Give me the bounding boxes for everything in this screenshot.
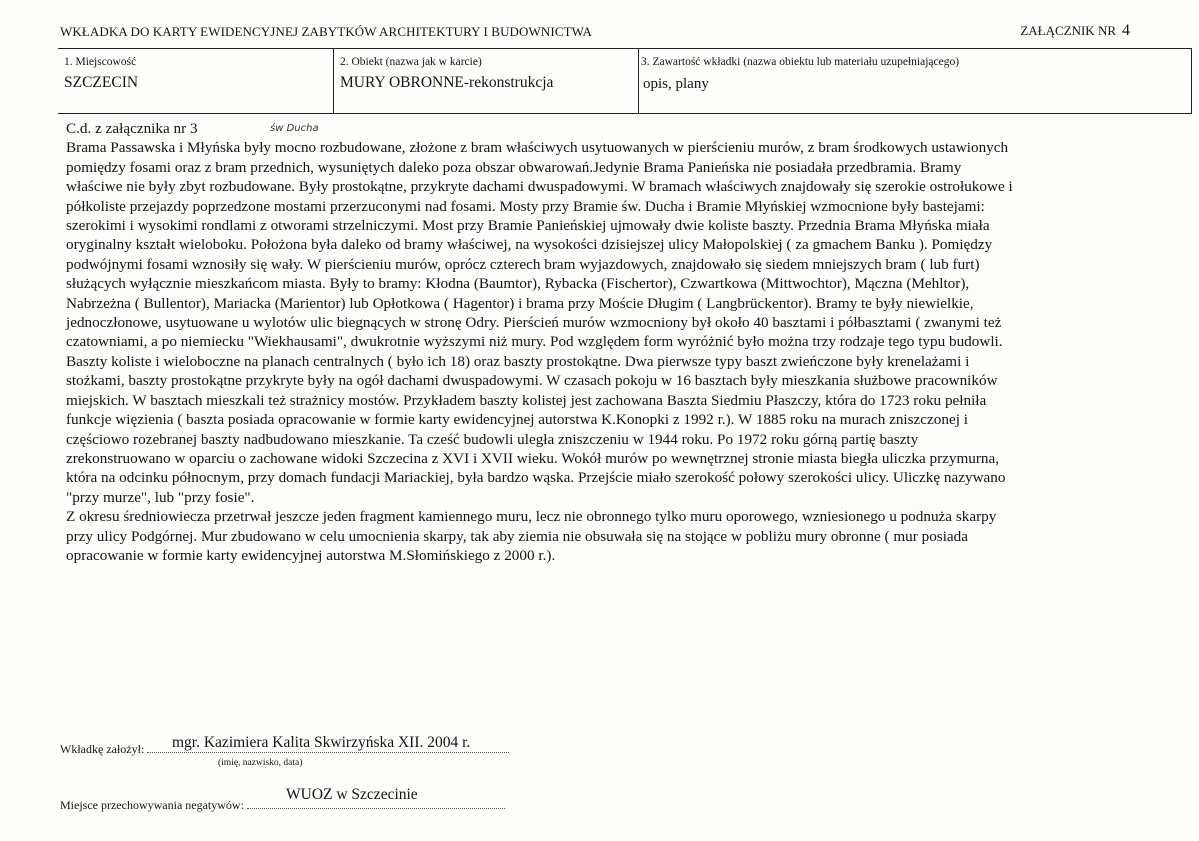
attachment-number — [1020, 22, 1130, 40]
storage-row — [60, 796, 505, 813]
locality-value: SZCZECIN — [64, 74, 139, 91]
text-line: jednoczłonowe, usytuowane u wylotów ulic biegnących w stronę Odry. Pierścień murów wzmocniony był około 40 basztami i półbasztami ( zwanymi też — [66, 314, 1002, 332]
text-line: szerokimi i wysokimi rondlami z otworami strzelniczymi. Most przy Bramie Panieńskiej ujmowały dwie koliste baszty. Przednia Brama Młyńska miała — [66, 217, 990, 235]
description-text — [66, 119, 1166, 565]
author-label: Wkładkę założył: — [60, 742, 145, 756]
text-line: "przy murze", lub "przy fosie". — [66, 488, 255, 506]
text-line: opracowanie w formie karty ewidencyjnej autorstwa M.Słomińskiego z 2000 r.). — [66, 546, 556, 564]
locality-cell — [58, 49, 333, 113]
attachment-label: ZAŁĄCZNIK NR — [1020, 23, 1116, 38]
content-value: opis, plany — [643, 76, 709, 92]
text-line: C.d. z załącznika nr 3 — [66, 120, 198, 137]
text-line: półkoliste przejazdy poprzedzone mostami przerzuconymi nad fosami. Mosty przy Bramie św. Ducha i Bramie Młyńskiej wzmocnione były bastejami: — [66, 197, 985, 215]
form-title: WKŁADKA DO KARTY EWIDENCYJNEJ ZABYTKÓW ARCHITEKTURY I BUDOWNICTWA — [60, 24, 593, 39]
object-value: MURY OBRONNE-rekonstrukcja — [340, 74, 554, 91]
text-line: służących wyłącznie mieszkańcom miasta. Były to bramy: Kłodna (Baumtor), Rybacka (Fischertor), Czwartkowa (Mittwochtor), Mączna (Mehltor), — [66, 275, 970, 293]
content-cell — [638, 49, 1192, 113]
text-line: Baszty koliste i wieloboczne na planach centralnych ( było ich 18) oraz baszty prostokątne. Dwa pierwsze typy baszt zwieńczone były krenelażami i — [66, 352, 970, 370]
text-line: właściwe nie były zbyt rozbudowane. Były prostokątne, przykryte dachami dwuspadowymi. W bramach właściwych znajdowały się szerokie ostrołukowe i — [66, 178, 1013, 196]
text-line: pomiędzy fosami oraz z bram przednich, wysuniętych daleko poza obszar obwarowań.Jedynie Brama Panieńska nie posiadała przedbramia. Bramy — [66, 158, 962, 176]
text-line: przy ulicy Podgórnej. Mur zbudowano w celu umocnienia skarpy, tak aby ziemia nie obsuwała się na stojące w pobliżu mury obronne ( mur posiada — [66, 527, 969, 545]
text-line: która na odcinku północnym, przy domach fundacji Mariackiej, była bardzo wąska. Przejście miało szerokość połowy szerokości ulicy. Uliczkę nazywano — [66, 469, 1006, 487]
info-table — [58, 48, 1192, 114]
object-label: 2. Obiekt (nazwa jak w karcie) — [340, 56, 482, 68]
locality-label: 1. Miejscowość — [64, 56, 137, 68]
text-line: Nabrzeżna ( Bullentor), Mariacka (Marientor) lub Opłotkowa ( Hagentor) i brama przy Moście Długim ( Langbrückentor). Bramy te były niewielkie, — [66, 294, 974, 312]
content-label: 3. Zawartość wkładki (nazwa obiektu lub materiału uzupełniającego) — [641, 56, 960, 68]
text-line: częściowo rozebranej baszty nadbudowano mieszkanie. Ta cześć budowli uległa zniszczeniu w 1944 roku. Po 1972 roku górną partię baszty — [66, 430, 919, 448]
text-line: Z okresu średniowiecza przetrwał jeszcze jeden fragment kamiennego muru, lecz nie obronnego tylko muru oporowego, wzniesionego u podnuża skarpy — [66, 508, 997, 526]
author-hint: (imię, nazwisko, data) — [218, 758, 303, 768]
text-line: miejskich. W basztach mieszkali też strażnicy mostów. Przykładem baszty kolistej jest zachowana Baszta Siedmiu Płaszczy, która do 1723 roku pełniła — [66, 391, 987, 409]
form-header — [60, 20, 1130, 42]
author-value: mgr. Kazimiera Kalita Skwirzyńska XII. 2004 r. — [172, 734, 471, 751]
text-line: Brama Passawska i Młyńska były mocno rozbudowane, złożone z bram właściwych usytuowanych w pierścieniu murów, z bram środkowych ustawionych — [66, 139, 1009, 157]
text-line: czatowniami, a po niemiecku "Wiekhausami", dwukrotnie wyższymi niż mury. Pod względem form wyróżnić było można trzy rodzaje tego typu budowli. — [66, 333, 1003, 351]
text-line: funkcje więzienia ( baszta posiada opracowanie w formie karty ewidencyjnej autorstwa K.Konopki z 1992 r.). W 1885 roku na murach zniszczonej i — [66, 411, 968, 429]
object-cell — [333, 49, 638, 113]
text-line: oryginalny kształt wieloboku. Położona była daleko od bramy właściwej, na wysokości dzisiejszej ulicy Małopolskiej ( za gmachem Banku ). Pomiędzy — [66, 236, 993, 254]
storage-value: WUOZ w Szczecinie — [286, 786, 418, 803]
text-line: zrekonstruowano w oparciu o zachowane widoki Szczecina z XVI i XVII wieku. Wokół murów po wewnętrznej stronie miasta biegła uliczka przymurna, — [66, 449, 1000, 467]
handwritten-note: św Ducha — [270, 123, 319, 134]
attachment-number-value: 4 — [1122, 22, 1130, 39]
storage-label: Miejsce przechowywania negatywów: — [60, 798, 244, 812]
text-line: stożkami, baszty prostokątne przykryte były na ogół dachami dwuspadowymi. W czasach pokoju w 16 basztach były mieszkania służbowe pracowników — [66, 372, 998, 390]
text-line: podwójnymi fosami wznosiły się wały. W pierścieniu murów, oprócz czterech bram wyjazdowych, znajdowało się siedem mniejszych bram ( lub furt) — [66, 255, 980, 273]
